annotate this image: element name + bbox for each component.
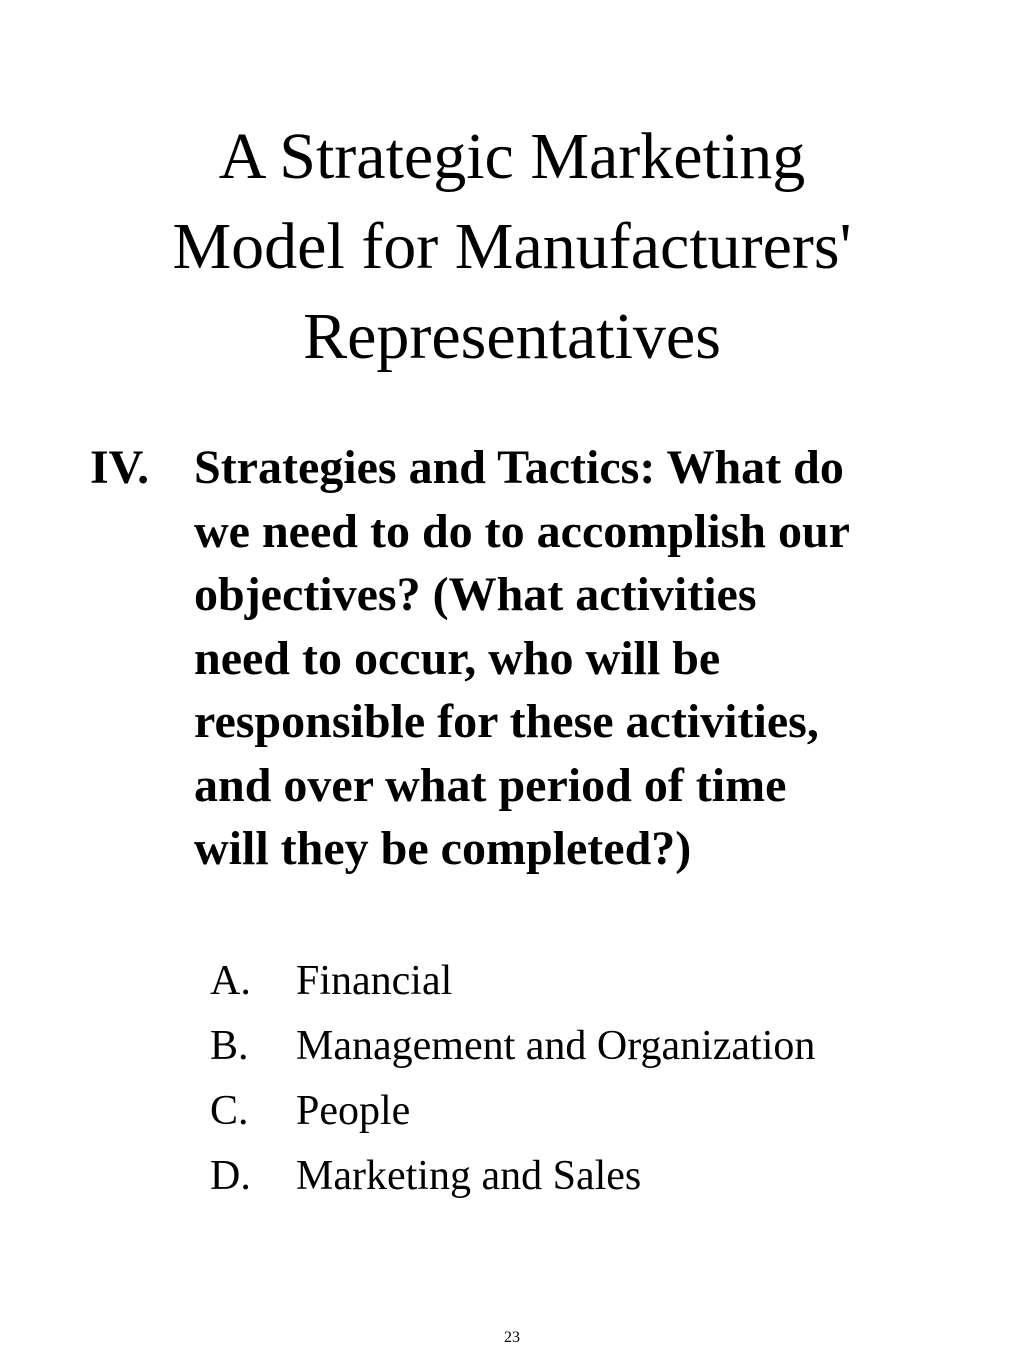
list-item xyxy=(210,1144,910,1209)
list-item xyxy=(210,1014,910,1079)
section-heading-line: need to occur, who will be xyxy=(194,631,721,685)
list-item-letter: C. xyxy=(210,1088,249,1134)
section-heading-line: and over what period of time xyxy=(194,758,787,812)
title-line: A Strategic Marketing xyxy=(218,120,806,193)
page-number: 23 xyxy=(504,1329,520,1346)
list-item-letter: B. xyxy=(210,1023,249,1069)
title-line: Representatives xyxy=(303,300,721,373)
page-title xyxy=(0,112,1024,382)
title-line: Model for Manufacturers' xyxy=(172,210,852,283)
sub-item-list xyxy=(210,949,910,1209)
section-heading-line: responsible for these activities, xyxy=(194,695,819,748)
section-heading-line: we need to do to accomplish our xyxy=(194,504,850,558)
list-item-label: Management and Organization xyxy=(296,1023,816,1069)
list-item xyxy=(210,1079,910,1144)
list-item-label: Marketing and Sales xyxy=(296,1153,642,1199)
section-heading-line: Strategies and Tactics: What do xyxy=(194,441,844,494)
section-heading-line: will they be completed?) xyxy=(194,822,692,875)
section-numeral: IV. xyxy=(90,441,150,494)
list-item xyxy=(210,949,910,1014)
list-item-label: Financial xyxy=(296,958,453,1004)
list-item-letter: A. xyxy=(210,958,251,1004)
list-item-letter: D. xyxy=(210,1153,251,1199)
section-heading-line: objectives? (What activities xyxy=(194,568,757,621)
section-heading xyxy=(194,436,954,881)
list-item-label: People xyxy=(296,1088,411,1134)
